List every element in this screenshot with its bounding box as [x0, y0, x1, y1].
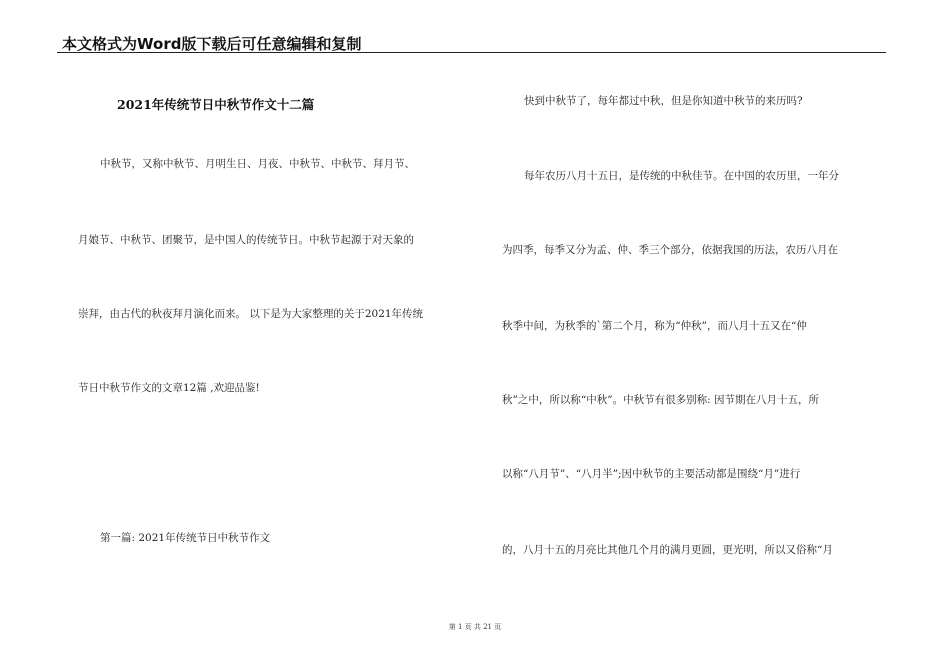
left-paragraph-line: 节日中秋节作文的文章12篇 ,欢迎品鉴!	[78, 382, 260, 394]
section-heading: 第一篇: 2021年传统节日中秋节作文	[100, 532, 271, 544]
left-paragraph-line: 崇拜，由古代的秋夜拜月演化而来。 以下是为大家整理的关于2021年传统	[78, 308, 424, 320]
right-paragraph-line: 秋季中间，为秋季的`第二个月，称为“仲秋”，而八月十五又在“仲	[502, 320, 807, 332]
document-header-title: 本文格式为Word版下载后可任意编辑和复制	[62, 35, 362, 53]
left-paragraph-line: 月娘节、中秋节、团聚节，是中国人的传统节日。中秋节起源于对天象的	[78, 234, 414, 246]
right-paragraph-line: 以称“八月节”、“八月半”;因中秋节的主要活动都是围绕“月”进行	[502, 468, 801, 480]
right-paragraph-line: 秋”之中，所以称“中秋”。中秋节有很多别称: 因节期在八月十五，所	[502, 394, 819, 406]
right-paragraph-line: 每年农历八月十五日，是传统的中秋佳节。在中国的农历里，一年分	[524, 170, 839, 182]
document-title: 2021年传统节日中秋节作文十二篇	[117, 97, 315, 112]
right-paragraph-line: 为四季，每季又分为孟、仲、季三个部分，依据我国的历法，农历八月在	[502, 244, 838, 256]
right-paragraph-line: 的，八月十五的月亮比其他几个月的满月更圆，更光明，所以又俗称“月	[502, 544, 833, 556]
left-paragraph-line: 中秋节，又称中秋节、月明生日、月夜、中秋节、中秋节、拜月节、	[100, 158, 415, 170]
header-divider	[57, 52, 886, 53]
page-number: 第 1 页 共 21 页	[448, 623, 502, 631]
right-paragraph-line: 快到中秋节了，每年都过中秋，但是你知道中秋节的来历吗?	[524, 95, 803, 107]
